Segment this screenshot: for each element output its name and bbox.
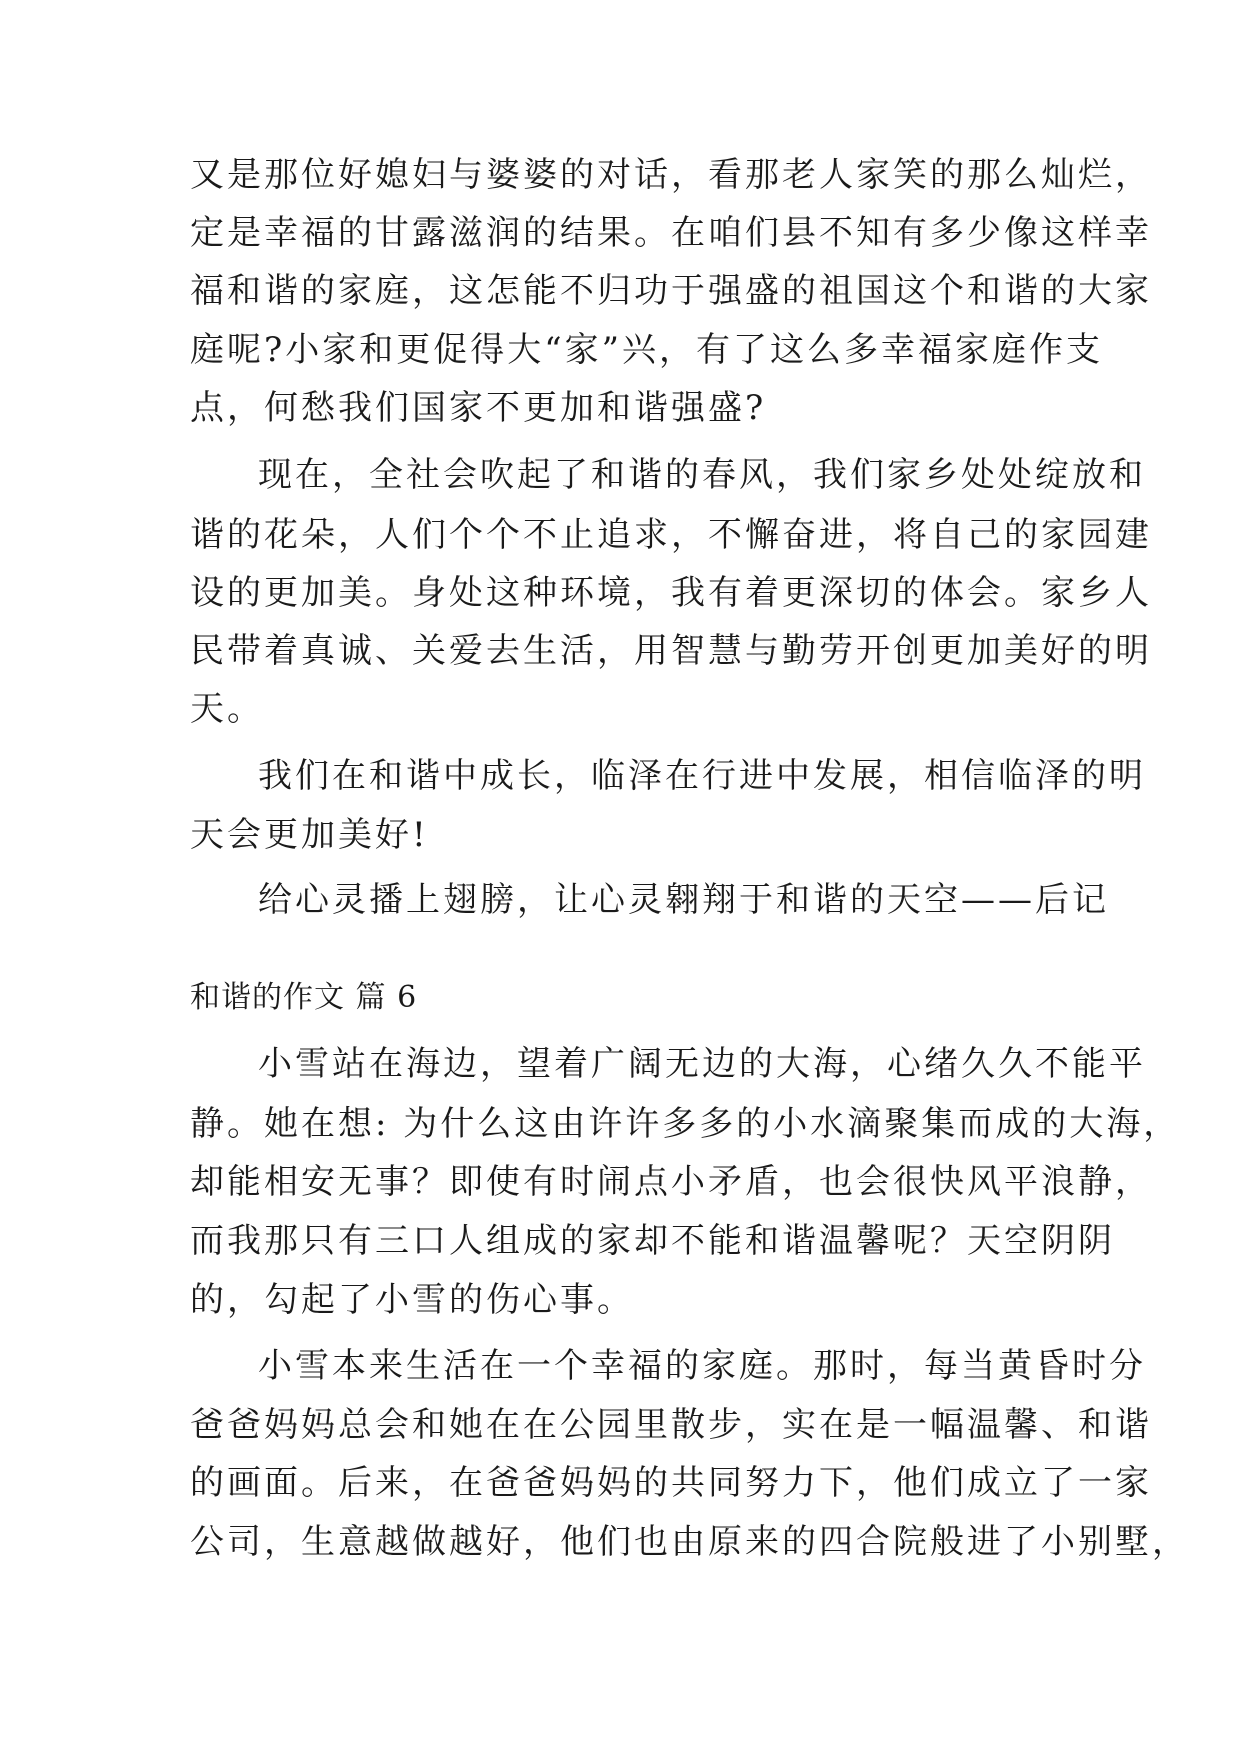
text-line: 天。 — [190, 689, 264, 729]
paragraph-first-line: 小雪本来生活在一个幸福的家庭。那时，每当黄昏时分 — [258, 1346, 1146, 1386]
paragraph-first-line: 我们在和谐中成长，临泽在行进中发展，相信临泽的明 — [258, 756, 1146, 796]
text-line: 点，何愁我们国家不更加和谐强盛? — [190, 388, 767, 428]
text-line: 定是幸福的甘露滋润的结果。在咱们县不知有多少像这样幸 — [190, 213, 1152, 253]
afterword-line: 给心灵播上翅膀，让心灵翱翔于和谐的天空——后记 — [258, 880, 1109, 920]
text-line: 而我那只有三口人组成的家却不能和谐温馨呢？天空阴阴 — [190, 1221, 1115, 1261]
text-line: 静。她在想: 为什么这由许许多多的小水滴聚集而成的大海， — [190, 1104, 1181, 1144]
text-line: 的画面。后来，在爸爸妈妈的共同努力下，他们成立了一家 — [190, 1463, 1152, 1503]
text-line: 的，勾起了小雪的伤心事。 — [190, 1280, 634, 1320]
paragraph-first-line: 小雪站在海边，望着广阔无边的大海，心绪久久不能平 — [258, 1044, 1146, 1084]
text-line: 天会更加美好! — [190, 815, 429, 855]
text-line: 谐的花朵，人们个个不止追求，不懈奋进，将自己的家园建 — [190, 515, 1152, 555]
text-line: 公司，生意越做越好，他们也由原来的四合院般进了小别墅， — [190, 1522, 1189, 1562]
text-line: 庭呢?小家和更促得大“家”兴，有了这么多幸福家庭作支 — [190, 330, 1103, 370]
text-line: 却能相安无事？即使有时闹点小矛盾，也会很快风平浪静， — [190, 1162, 1152, 1202]
text-line: 设的更加美。身处这种环境，我有着更深切的体会。家乡人 — [190, 573, 1152, 613]
text-line: 爸爸妈妈总会和她在在公园里散步，实在是一幅温馨、和谐 — [190, 1405, 1152, 1445]
text-line: 民带着真诚、关爱去生活，用智慧与勤劳开创更加美好的明 — [190, 631, 1152, 671]
text-line: 福和谐的家庭，这怎能不归功于强盛的祖国这个和谐的大家 — [190, 271, 1152, 311]
paragraph-first-line: 现在，全社会吹起了和谐的春风，我们家乡处处绽放和 — [258, 455, 1146, 495]
section-heading: 和谐的作文 篇 6 — [190, 980, 418, 1015]
text-line: 又是那位好媳妇与婆婆的对话，看那老人家笑的那么灿烂， — [190, 155, 1152, 195]
